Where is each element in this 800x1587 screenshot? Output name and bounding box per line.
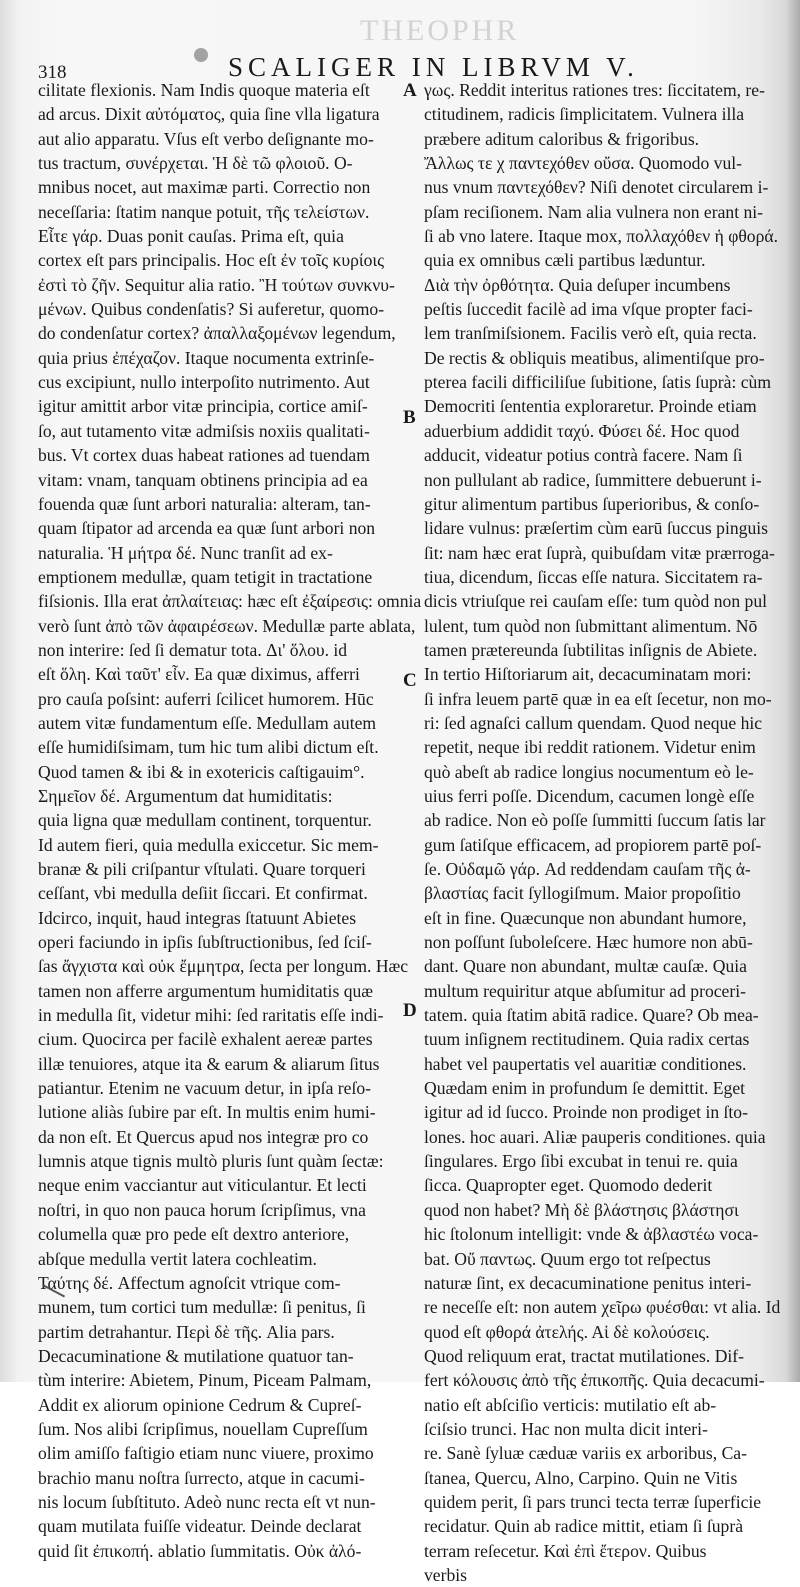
text-line: do condenſatur cortex? ἀπαλλαξομένων legendum, (38, 323, 396, 344)
text-line: re. Sanè ſyluæ cæduæ variis ex arboribus, Ca- (424, 1443, 747, 1464)
text-line: mnibus nocet, aut maximæ parti. Correctio non (38, 177, 371, 198)
ink-blot (194, 48, 208, 62)
text-line: cortex eſt pars principalis. Hoc eſt ἐν τοῖς κυρίοις (38, 250, 385, 271)
text-line: ſciſsio trunci. Hac non multa dicit interi- (424, 1418, 708, 1439)
text-line: Idcirco, inquit, haud integras ſtatuunt Abietes (38, 907, 357, 928)
text-line: bat. Οὔ παντως. Quum ergo tot reſpectus (424, 1248, 711, 1269)
text-line: præbere aditum caloribus & frigoribus. (424, 128, 700, 149)
text-line: in medulla ſit, videtur mihi: ſed raritatis eſſe indi- (38, 1005, 384, 1026)
text-line: quidem perit, ſi pars trunci tecta terræ ſuperficie (424, 1491, 762, 1512)
text-line: columella quæ pro pede eſt dextro anteriore, (38, 1224, 350, 1245)
text-line: Quædam enim in profundum ſe demittit. Eget (424, 1078, 746, 1099)
text-line: Εἶτε γάρ. Duas ponit cauſas. Prima eſt, quia (38, 226, 344, 247)
text-line: dicis vtriuſque rei cauſam eſſe: tum quòd non pul (424, 591, 768, 612)
text-line: munem, tum cortici tum medullæ: ſi penitus, ſi (38, 1297, 366, 1318)
text-line: ſicca. Quapropter eget. Quomodo dederit (424, 1175, 713, 1196)
text-line: quia prius ἐπέχαζον. Itaque nocumenta extrinſe- (38, 347, 375, 368)
text-line: lem tranſmiſsionem. Facilis verò eſt, quia recta. (424, 323, 757, 344)
text-line: Decacuminatione & mutilatione quatuor tan- (38, 1345, 354, 1366)
text-line: lidare vulnus: præſertim cùm earū ſuccus pinguis (424, 518, 768, 539)
text-line: Id autem fieri, quia medulla exiccetur. Sic mem- (38, 834, 379, 855)
text-line: ſum. Nos alibi ſcripſimus, nouellam Cupreſſum (38, 1418, 368, 1439)
page-edge-shadow (786, 0, 800, 1382)
text-line: fouenda quæ ſunt arbori naturalia: alteram, tan- (38, 493, 371, 514)
text-line: ab radice. Non eò poſſe ſummitti ſuccum ſatis lar (424, 810, 766, 831)
text-line: lumnis atque tignis multò pluris ſunt quàm ſectæ: (38, 1151, 384, 1172)
text-line: fiſsionis. Illa erat ἀπλαίτειας: hæc eſt ἐξαίρεσις: omnia (38, 591, 422, 612)
text-line: branæ & pili criſpantur vſtulati. Quare torqueri (38, 859, 366, 879)
text-line: ἐστὶ τὸ ζῆν. Sequitur alia ratio. Ἢ τούτων συνκνυ- (38, 274, 395, 295)
margin-letter-b: B (403, 407, 416, 428)
text-line: ctitudinem, radicis ſimplicitatem. Vulnera illa (424, 104, 745, 125)
text-line: operi faciundo in ipſis ſubſtructionibus, ſed ſciſ- (38, 932, 372, 953)
margin-letter-c: C (403, 670, 417, 691)
text-line: non pullulant ab radice, ſummittere debuerunt i- (424, 469, 762, 490)
text-line: ſas ἄγχιστα καὶ οὐκ ἔμμητρα, ſecta per longum. Hæc (38, 956, 409, 977)
text-line: adducit, videatur potius contrà facere. Nam ſi (424, 445, 743, 466)
text-line: naturalia. Ἡ μήτρα δέ. Nunc tranſit ad ex- (38, 542, 333, 563)
text-line: ad arcus. Dixit αὐτόματος, quia ſine vlla ligatura (38, 104, 380, 125)
margin-letter-a: A (403, 80, 417, 101)
text-line: igitur amittit arbor vitæ principia, cortice amiſ- (38, 396, 368, 417)
text-line: autem vitæ fundamentum eſſe. Medullam autem (38, 712, 377, 733)
text-line: non poſſunt ſuboleſcere. Hæc humore non abū- (424, 932, 753, 953)
text-line: eſt in fine. Quæcunque non abundant humore, (424, 907, 747, 928)
margin-letter-d: D (403, 1000, 417, 1021)
text-line: pterea facili difficiliſue ſubitione, ſatis ſuprà: cùm (424, 372, 772, 393)
text-line: quò abeſt ab radice longius nocumentum eò le- (424, 761, 754, 782)
text-line: illæ tenuiores, atque ita & earum & aliarum ſitus (38, 1053, 380, 1074)
right-column (424, 78, 781, 1587)
text-line: patiantur. Etenim ne vacuum detur, in ipſa reſo- (38, 1078, 371, 1099)
text-line: eſt ὅλη. Καὶ ταῦτ' εἶν. Ea quæ diximus, afferri (38, 664, 360, 685)
text-line: Διὰ τὴν ὀρθότητα. Quia deſuper incumbens (424, 274, 731, 295)
text-line: emptionem medullæ, quam tetigit in tractatione (38, 566, 373, 587)
text-line: Democriti ſententia exploraretur. Proinde etiam (424, 396, 757, 417)
text-line: ſo, aut tutamento vitæ admiſsis noxiis qualitati- (38, 420, 370, 441)
text-line: nus vnum παντεχόθεν? Niſi denotet circularem i- (424, 177, 769, 198)
text-line: igitur ad id ſucco. Proinde non prodiget in ſto- (424, 1102, 748, 1123)
text-line: tùm interire: Abietem, Pinum, Piceam Palmam, (38, 1370, 372, 1391)
text-line: uius ferri poſſe. Dicendum, cacumen longè eſſe (424, 785, 755, 806)
text-line: ſi ab vno latere. Itaque mox, πολλαχόθεν ἡ φθορά. (424, 226, 778, 247)
text-line: tamen prætereunda ſubtilitas inſignis de Abiete. (424, 639, 758, 660)
text-line: non interire: ſed ſi dematur tota. Δι' ὅλου. id (38, 639, 348, 660)
text-line: ſe. Οὐδαμῶ γάρ. Ad reddendam cauſam τῆς ἀ- (424, 859, 751, 879)
text-line: multum requiritur atque abſumitur ad proceri- (424, 980, 746, 1001)
text-line: tiua, dicendum, ſiccas eſſe natura. Siccitatem ra- (424, 566, 763, 587)
text-line: ſtanea, Quercu, Alno, Carpino. Quin ne Vitis (424, 1467, 738, 1488)
text-line: vitam: vnam, tanquam obtinens principia ad ea (38, 469, 368, 490)
text-line: Ἄλλως τε χ παντεχόθεν οὔσα. Quomodo vul- (424, 153, 743, 174)
text-line: ſi infra leuem partē quæ in ea eſt ſecetur, non mo- (424, 688, 772, 709)
text-line: γως. Reddit interitus rationes tres: ſiccitatem, re- (424, 80, 765, 100)
text-line: De rectis & obliquis meatibus, alimentiſque pro- (424, 347, 765, 368)
text-line: partim detrahantur. Περὶ δὲ τῆς. Alia pars. (38, 1321, 335, 1342)
text-line: lones. hoc auari. Aliæ pauperis conditiones. quia (424, 1126, 766, 1147)
text-line: Quod reliquum erat, tractat mutilationes. Dif- (424, 1345, 745, 1366)
text-line: verbis (424, 1564, 467, 1585)
text-line: ſit: nam hæc erat ſuprà, quibuſdam vitæ prærroga- (424, 542, 775, 563)
text-line: tamen non afferre argumentum humiditatis quæ (38, 980, 374, 1001)
text-line: tus tractum, συνέρχεται. Ἡ δὲ τῶ φλοιοῦ. O- (38, 153, 353, 174)
text-line: quod eſt φθορά ἀτελής. Αἱ δὲ κολούσεις. (424, 1321, 710, 1342)
text-line: tuum inſignem rectitudinem. Quia radix certas (424, 1029, 750, 1050)
text-line: βλαστίας facit ſyllogiſmum. Maior propoſitio (424, 883, 741, 904)
text-line: μένων. Quibus condenſatis? Si auferetur, quomo- (38, 299, 385, 320)
text-line: aut alio apparatu. Vſus eſt verbo deſignante mo- (38, 128, 374, 149)
text-line: noſtri, in quo non pauca horum ſcripſimus, vna (38, 1199, 366, 1220)
text-line: ſingulares. Ergo ſibi excubat in tenui re. quia (424, 1151, 738, 1172)
bleed-through-text: THEOPHR (360, 14, 520, 47)
text-line: natio eſt abſciſio verticis: mutilatio eſt ab- (424, 1394, 717, 1415)
text-line: bus. Vt cortex duas habeat rationes ad tuendam (38, 445, 370, 466)
text-line: terram reſecetur. Καὶ ἐπὶ ἔτερον. Quibus (424, 1540, 707, 1561)
text-line: hic ſtolonum intelligit: vnde & ἀβλαστέω voca- (424, 1224, 759, 1245)
text-line: Quod tamen & ibi & in exotericis caſtigauim°. (38, 761, 365, 782)
text-line: quam ſtipator ad arcenda ea quæ ſunt arbori non (38, 518, 376, 539)
text-line: quam mutilata fuiſſe videatur. Deinde declarat (38, 1516, 362, 1537)
text-line: abſque medulla vertit latera cochleatim. (38, 1248, 317, 1269)
text-line: cium. Quocirca per facilè exhalent aereæ partes (38, 1029, 373, 1050)
text-line: olim amiſſo faſtigio etiam nunc viuere, proximo (38, 1443, 374, 1464)
text-line: lutione aliàs ſubire par eſt. In multis enim humi- (38, 1102, 376, 1123)
text-line: nis locum ſubſtituto. Adeò nunc recta eſt vt nun- (38, 1491, 376, 1512)
text-line: tatem. quia ſtatim abitā radice. Quare? Ob mea- (424, 1005, 759, 1026)
text-line: ri: ſed agnaſci callum quendam. Quod neque hic (424, 712, 763, 733)
text-line: quia ligna quæ medullam continent, torquentur. (38, 810, 372, 831)
text-line: repetit, neque ibi reddit rationem. Videtur enim (424, 737, 756, 758)
text-line: recidatur. Quin ab radice mittit, etiam ſi ſuprà (424, 1516, 744, 1537)
text-line: brachio manu noſtra ſurrecto, atque in cacumi- (38, 1467, 365, 1488)
text-line: habet vel paupertatis vel auaritiæ conditiones. (424, 1053, 747, 1074)
text-line: re neceſſe eſt: non autem χεῖρω φυέσθαι: vt alia. Id (424, 1297, 781, 1318)
text-line: quia ex omnibus cæli partibus læduntur. (424, 250, 706, 271)
text-line: cus excipiunt, nullo interpoſito nutrimento. Aut (38, 372, 370, 393)
text-line: Addit ex aliorum opinione Cedrum & Cupreſ- (38, 1394, 362, 1415)
text-line: gitur alimentum partibus ſuperioribus, & conſo- (424, 493, 760, 514)
text-line: lulent, tum quòd non ſubmittant alimentum. Nō (424, 615, 758, 636)
text-line: Ταύτης δέ. Affectum agnoſcit vtrique com- (38, 1272, 341, 1293)
text-line: pro cauſa poſsint: auferri ſcilicet humorem. Hūc (38, 688, 374, 709)
text-line: naturæ ſint, ex decacuminatione penitus interi- (424, 1272, 752, 1293)
text-line: peſtis ſuccedit facilè ad ima vſque propter faci- (424, 299, 753, 320)
text-line: dant. Quare non abundant, multæ cauſæ. Quia (424, 956, 747, 977)
left-column (38, 78, 422, 1563)
page-number: 318 (38, 62, 67, 83)
text-line: In tertio Hiſtoriarum ait, decacuminatam mori: (424, 664, 752, 685)
text-line: aduerbium addidit ταχύ. Φύσει δέ. Hoc quod (424, 420, 740, 441)
text-line: pſam reciſionem. Nam alia vulnera non erant ni- (424, 201, 764, 222)
text-line: da non eſt. Et Quercus apud nos integræ pro co (38, 1126, 369, 1147)
text-line: quid ſit ἐπικοπή. ablatio ſummitatis. Οὐκ ἀλό- (38, 1540, 362, 1561)
text-line: Σημεῖον δέ. Argumentum dat humiditatis: (38, 785, 333, 806)
text-line: verò ſunt ἀπὸ τῶν ἀφαιρέσεων. Medullæ parte ablata, (38, 615, 416, 636)
text-line: quod non habet? Μὴ δὲ βλάστησις βλάστησι (424, 1199, 739, 1220)
text-line: neceſſaria: ſtatim nanque potuit, τῆς τελείστων. (38, 201, 370, 222)
text-line: eſſe humidiſsimam, tum hic tum alibi dictum eſt. (38, 737, 379, 758)
text-line: neque enim vacciantur aut viticulantur. Et lecti (38, 1175, 367, 1196)
text-line: ceſſant, vbi medulla deſiit ſiccari. Et confirmat. (38, 883, 368, 904)
text-line: cilitate flexionis. Nam Indis quoque materia eſt (38, 80, 370, 100)
text-line: fert κόλουσις ἀπὸ τῆς ἐπικοπῆς. Quia decacumi- (424, 1370, 765, 1391)
running-head: SCALIGER IN LIBRVM V. (228, 52, 639, 82)
text-line: gum ſatiſque efficacem, ad propiorem partē poſ- (424, 834, 762, 855)
